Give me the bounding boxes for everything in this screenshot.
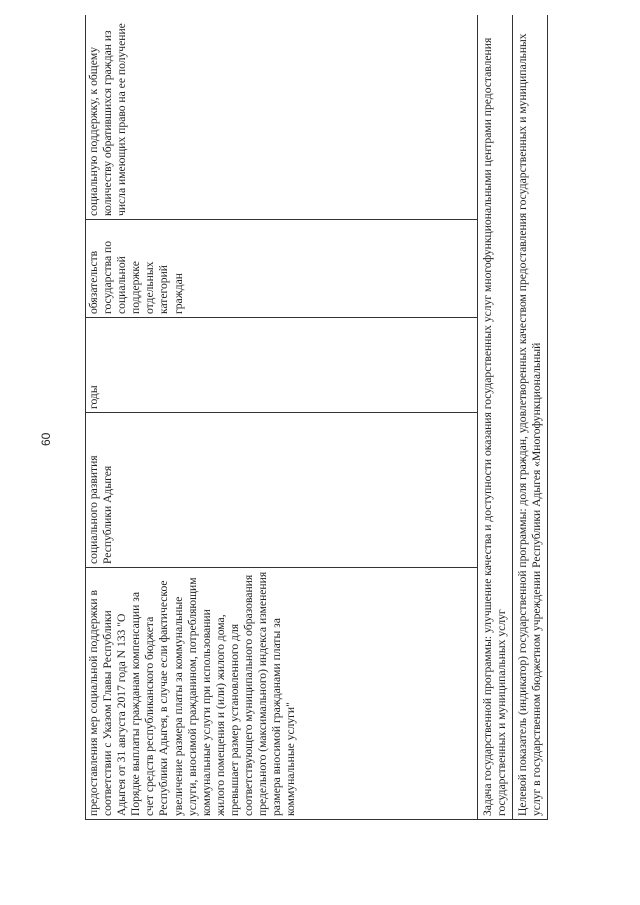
indicator-cell: социальную поддержку, к общему количеству обратившихся граждан из числа имеющих право на ее получение: [86, 15, 478, 220]
expected-result-cell: обязательств государства по социальной поддержке отдельных категорий граждан: [86, 220, 478, 318]
period-cell: годы: [86, 318, 478, 413]
program-table: [85, 15, 548, 820]
measure-description-cell: предоставления мер социальной поддержки в соответствии с Указом Главы Республики Адыгея от 31 августа 2017 года N 133 "О Порядке выплаты гражданам компенсации за счет средств республиканского бюджета Республики Адыгея, в случае если фактическое увеличение размера платы за коммунальные услуги, вносимой гражданином, потребляющим коммунальные услуги при использовании жилого помещения и (или) жилого дома, превышает размер установленного для соответствующего муниципального образования предельного (максимального) индекса изменения размера вносимой гражданами платы за коммунальные услуги": [86, 568, 478, 820]
program-task-cell: Задача государственной программы: улучшение качества и доступности оказания государственных услуг многофункциональными центрами предоставления государственных и муниципальных услуг: [478, 15, 513, 820]
table-row: [86, 15, 478, 820]
executor-cell: социального развития Республики Адыгея: [86, 413, 478, 568]
table-row: [513, 15, 548, 820]
rotated-table-region: [85, 15, 590, 820]
target-indicator-cell: Целевой показатель (индикатор) государственной программы: доля граждан, удовлетворенных качеством предоставления государственных и муниципальных услуг в государственном бюджетном учреждении Республики Адыгея «Многофункциональный: [513, 15, 548, 820]
page-number: 60: [39, 432, 53, 446]
table-row: [478, 15, 513, 820]
